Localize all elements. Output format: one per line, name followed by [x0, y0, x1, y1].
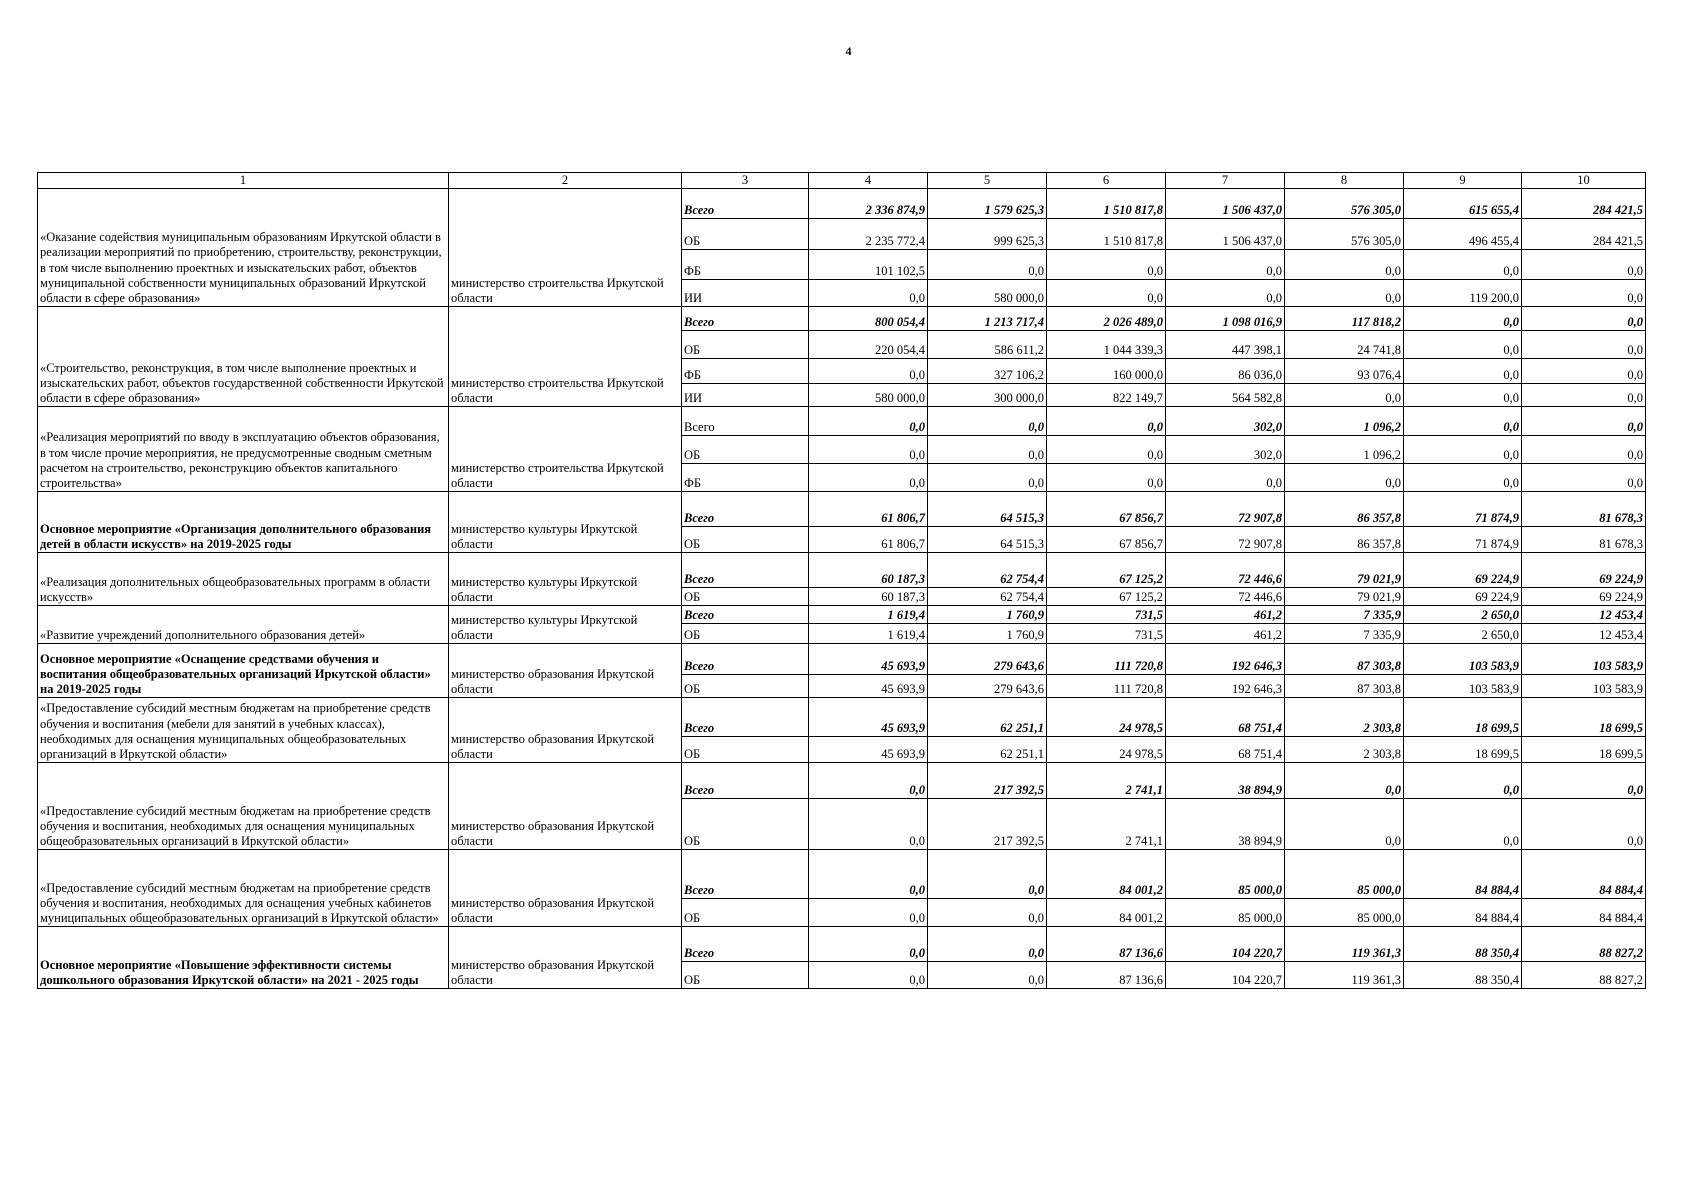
amount-cell: 81 678,3: [1522, 527, 1646, 553]
amount-cell: 64 515,3: [928, 527, 1047, 553]
activity-name-cell: «Реализация мероприятий по вводу в эксплуатацию объектов образования, в том числе прочие мероприятия, не предусмотренные сводным сметным расчетом на строительство, реконструкцию объектов капитального строительства»: [38, 407, 449, 492]
amount-cell: 447 398,1: [1166, 331, 1285, 359]
amount-cell: 0,0: [1522, 307, 1646, 331]
header-cell: 6: [1047, 173, 1166, 189]
amount-cell: 72 446,6: [1166, 553, 1285, 588]
amount-cell: 0,0: [809, 436, 928, 464]
responsible-org-cell: министерство строительства Иркутской области: [449, 189, 682, 307]
amount-cell: 0,0: [1404, 407, 1522, 436]
funding-source-cell: ИИ: [682, 280, 809, 307]
page-number: 4: [845, 44, 852, 58]
amount-cell: 2 026 489,0: [1047, 307, 1166, 331]
amount-cell: 461,2: [1166, 624, 1285, 644]
amount-cell: 88 827,2: [1522, 962, 1646, 989]
amount-cell: 580 000,0: [809, 384, 928, 407]
amount-cell: 0,0: [1404, 331, 1522, 359]
amount-cell: 0,0: [1285, 250, 1404, 280]
amount-cell: 327 106,2: [928, 359, 1047, 384]
amount-cell: 0,0: [928, 407, 1047, 436]
amount-cell: 103 583,9: [1404, 675, 1522, 698]
amount-cell: 0,0: [809, 359, 928, 384]
amount-cell: 85 000,0: [1166, 899, 1285, 927]
funding-source-cell: ОБ: [682, 527, 809, 553]
amount-cell: 61 806,7: [809, 527, 928, 553]
amount-cell: 71 874,9: [1404, 492, 1522, 527]
amount-cell: 69 224,9: [1522, 553, 1646, 588]
amount-cell: 0,0: [809, 962, 928, 989]
amount-cell: 64 515,3: [928, 492, 1047, 527]
funding-source-cell: ОБ: [682, 588, 809, 606]
amount-cell: 62 754,4: [928, 588, 1047, 606]
funding-source-cell: Всего: [682, 644, 809, 675]
amount-cell: 284 421,5: [1522, 219, 1646, 250]
table-row: [38, 763, 1646, 799]
table-row: [38, 698, 1646, 737]
amount-cell: 0,0: [1522, 359, 1646, 384]
header-cell: 10: [1522, 173, 1646, 189]
amount-cell: 279 643,6: [928, 675, 1047, 698]
amount-cell: 0,0: [1404, 250, 1522, 280]
amount-cell: 0,0: [1047, 407, 1166, 436]
funding-source-cell: Всего: [682, 927, 809, 962]
amount-cell: 0,0: [1522, 384, 1646, 407]
amount-cell: 0,0: [1522, 250, 1646, 280]
amount-cell: 0,0: [1285, 464, 1404, 492]
amount-cell: 68 751,4: [1166, 737, 1285, 763]
amount-cell: 0,0: [809, 850, 928, 899]
funding-source-cell: ИИ: [682, 384, 809, 407]
amount-cell: 2 235 772,4: [809, 219, 928, 250]
amount-cell: 1 619,4: [809, 624, 928, 644]
amount-cell: 103 583,9: [1404, 644, 1522, 675]
header-cell: 7: [1166, 173, 1285, 189]
amount-cell: 84 884,4: [1522, 850, 1646, 899]
amount-cell: 72 907,8: [1166, 527, 1285, 553]
amount-cell: 0,0: [1285, 799, 1404, 850]
amount-cell: 2 303,8: [1285, 698, 1404, 737]
amount-cell: 1 098 016,9: [1166, 307, 1285, 331]
amount-cell: 0,0: [1522, 799, 1646, 850]
amount-cell: 84 884,4: [1404, 850, 1522, 899]
amount-cell: 18 699,5: [1404, 698, 1522, 737]
amount-cell: 0,0: [1404, 464, 1522, 492]
amount-cell: 72 907,8: [1166, 492, 1285, 527]
amount-cell: 461,2: [1166, 606, 1285, 624]
amount-cell: 0,0: [928, 850, 1047, 899]
amount-cell: 24 741,8: [1285, 331, 1404, 359]
amount-cell: 0,0: [809, 763, 928, 799]
table-row: [38, 189, 1646, 219]
activity-name-cell: «Оказание содействия муниципальным образованиям Иркутской области в реализации мероприятий по приобретению, строительству, реконструкции, в том числе выполнению проектных и изыскательских работ, объектов муниципальной собственности муниципальных образований Иркутской области в сфере образования»: [38, 189, 449, 307]
amount-cell: 87 136,6: [1047, 927, 1166, 962]
amount-cell: 300 000,0: [928, 384, 1047, 407]
funding-source-cell: Всего: [682, 763, 809, 799]
amount-cell: 67 125,2: [1047, 588, 1166, 606]
table-row: [38, 553, 1646, 588]
funding-source-cell: Всего: [682, 606, 809, 624]
amount-cell: 0,0: [1522, 464, 1646, 492]
amount-cell: 731,5: [1047, 606, 1166, 624]
amount-cell: 2 303,8: [1285, 737, 1404, 763]
amount-cell: 220 054,4: [809, 331, 928, 359]
amount-cell: 0,0: [1404, 799, 1522, 850]
amount-cell: 0,0: [809, 280, 928, 307]
amount-cell: 0,0: [1166, 280, 1285, 307]
funding-source-cell: ОБ: [682, 624, 809, 644]
amount-cell: 119 361,3: [1285, 927, 1404, 962]
amount-cell: 111 720,8: [1047, 675, 1166, 698]
amount-cell: 0,0: [928, 962, 1047, 989]
funding-source-cell: ОБ: [682, 962, 809, 989]
amount-cell: 0,0: [928, 464, 1047, 492]
table-row: [38, 606, 1646, 624]
amount-cell: 586 611,2: [928, 331, 1047, 359]
amount-cell: 1 510 817,8: [1047, 189, 1166, 219]
amount-cell: 18 699,5: [1522, 698, 1646, 737]
amount-cell: 1 096,2: [1285, 436, 1404, 464]
activity-name-cell: «Предоставление субсидий местным бюджетам на приобретение средств обучения и воспитания, необходимых для оснащения муниципальных общеобразовательных организаций в Иркутской области»: [38, 763, 449, 850]
amount-cell: 302,0: [1166, 407, 1285, 436]
funding-source-cell: Всего: [682, 307, 809, 331]
amount-cell: 18 699,5: [1404, 737, 1522, 763]
funding-source-cell: Всего: [682, 850, 809, 899]
amount-cell: 0,0: [1404, 436, 1522, 464]
amount-cell: 1 760,9: [928, 606, 1047, 624]
table-row: [38, 492, 1646, 527]
amount-cell: 576 305,0: [1285, 219, 1404, 250]
activity-name-cell: «Строительство, реконструкция, в том числе выполнение проектных и изыскательских работ, объектов государственной собственности Иркутской области в сфере образования»: [38, 307, 449, 407]
amount-cell: 45 693,9: [809, 675, 928, 698]
amount-cell: 69 224,9: [1404, 588, 1522, 606]
activity-name-cell: «Предоставление субсидий местным бюджетам на приобретение средств обучения и воспитания, необходимых для оснащения учебных кабинетов муниципальных общеобразовательных организаций в Иркутской области»: [38, 850, 449, 927]
amount-cell: 67 856,7: [1047, 527, 1166, 553]
amount-cell: 88 827,2: [1522, 927, 1646, 962]
amount-cell: 0,0: [809, 407, 928, 436]
amount-cell: 217 392,5: [928, 799, 1047, 850]
amount-cell: 999 625,3: [928, 219, 1047, 250]
header-cell: 3: [682, 173, 809, 189]
funding-source-cell: ФБ: [682, 464, 809, 492]
amount-cell: 119 361,3: [1285, 962, 1404, 989]
amount-cell: 0,0: [1047, 436, 1166, 464]
amount-cell: 87 303,8: [1285, 675, 1404, 698]
funding-source-cell: ОБ: [682, 219, 809, 250]
amount-cell: 68 751,4: [1166, 698, 1285, 737]
funding-source-cell: ОБ: [682, 675, 809, 698]
amount-cell: 67 125,2: [1047, 553, 1166, 588]
amount-cell: 0,0: [1404, 307, 1522, 331]
funding-source-cell: ОБ: [682, 799, 809, 850]
amount-cell: 62 754,4: [928, 553, 1047, 588]
amount-cell: 84 884,4: [1522, 899, 1646, 927]
amount-cell: 1 506 437,0: [1166, 189, 1285, 219]
amount-cell: 85 000,0: [1285, 850, 1404, 899]
amount-cell: 192 646,3: [1166, 644, 1285, 675]
amount-cell: 72 446,6: [1166, 588, 1285, 606]
amount-cell: 160 000,0: [1047, 359, 1166, 384]
table-row: [38, 850, 1646, 899]
amount-cell: 81 678,3: [1522, 492, 1646, 527]
amount-cell: 576 305,0: [1285, 189, 1404, 219]
amount-cell: 0,0: [809, 799, 928, 850]
amount-cell: 217 392,5: [928, 763, 1047, 799]
amount-cell: 0,0: [1522, 436, 1646, 464]
amount-cell: 104 220,7: [1166, 962, 1285, 989]
responsible-org-cell: министерство строительства Иркутской области: [449, 307, 682, 407]
amount-cell: 0,0: [1047, 250, 1166, 280]
responsible-org-cell: министерство образования Иркутской области: [449, 927, 682, 989]
amount-cell: 284 421,5: [1522, 189, 1646, 219]
responsible-org-cell: министерство строительства Иркутской области: [449, 407, 682, 492]
funding-source-cell: ОБ: [682, 331, 809, 359]
amount-cell: 18 699,5: [1522, 737, 1646, 763]
amount-cell: 24 978,5: [1047, 737, 1166, 763]
amount-cell: 45 693,9: [809, 737, 928, 763]
amount-cell: 800 054,4: [809, 307, 928, 331]
amount-cell: 45 693,9: [809, 644, 928, 675]
amount-cell: 84 001,2: [1047, 850, 1166, 899]
responsible-org-cell: министерство культуры Иркутской области: [449, 553, 682, 606]
amount-cell: 0,0: [1047, 280, 1166, 307]
amount-cell: 71 874,9: [1404, 527, 1522, 553]
table-row: [38, 644, 1646, 675]
amount-cell: 1 213 717,4: [928, 307, 1047, 331]
amount-cell: 0,0: [1522, 763, 1646, 799]
table-row: [38, 407, 1646, 436]
amount-cell: 2 741,1: [1047, 799, 1166, 850]
funding-source-cell: Всего: [682, 698, 809, 737]
amount-cell: 0,0: [1404, 359, 1522, 384]
amount-cell: 0,0: [1285, 763, 1404, 799]
amount-cell: 0,0: [1404, 763, 1522, 799]
activity-name-cell: Основное мероприятие «Организация дополнительного образования детей в области искусств» на 2019-2025 годы: [38, 492, 449, 553]
amount-cell: 62 251,1: [928, 737, 1047, 763]
amount-cell: 61 806,7: [809, 492, 928, 527]
activity-name-cell: Основное мероприятие «Оснащение средствами обучения и воспитания общеобразовательных организаций Иркутской области» на 2019-2025 годы: [38, 644, 449, 698]
amount-cell: 0,0: [928, 436, 1047, 464]
amount-cell: 302,0: [1166, 436, 1285, 464]
amount-cell: 0,0: [1047, 464, 1166, 492]
amount-cell: 0,0: [1522, 280, 1646, 307]
activity-name-cell: «Предоставление субсидий местным бюджетам на приобретение средств обучения и воспитания (мебели для занятий в учебных классах), необходимых для оснащения муниципальных общеобразовательных организаций в Иркутской области»: [38, 698, 449, 763]
amount-cell: 119 200,0: [1404, 280, 1522, 307]
amount-cell: 85 000,0: [1166, 850, 1285, 899]
budget-table: [37, 172, 1646, 989]
amount-cell: 12 453,4: [1522, 624, 1646, 644]
amount-cell: 24 978,5: [1047, 698, 1166, 737]
funding-source-cell: Всего: [682, 189, 809, 219]
amount-cell: 79 021,9: [1285, 553, 1404, 588]
amount-cell: 45 693,9: [809, 698, 928, 737]
amount-cell: 12 453,4: [1522, 606, 1646, 624]
amount-cell: 0,0: [1522, 407, 1646, 436]
amount-cell: 2 741,1: [1047, 763, 1166, 799]
header-cell: 2: [449, 173, 682, 189]
amount-cell: 69 224,9: [1404, 553, 1522, 588]
amount-cell: 615 655,4: [1404, 189, 1522, 219]
amount-cell: 822 149,7: [1047, 384, 1166, 407]
amount-cell: 0,0: [809, 464, 928, 492]
amount-cell: 731,5: [1047, 624, 1166, 644]
amount-cell: 87 136,6: [1047, 962, 1166, 989]
amount-cell: 496 455,4: [1404, 219, 1522, 250]
amount-cell: 84 884,4: [1404, 899, 1522, 927]
amount-cell: 1 579 625,3: [928, 189, 1047, 219]
amount-cell: 279 643,6: [928, 644, 1047, 675]
amount-cell: 84 001,2: [1047, 899, 1166, 927]
amount-cell: 564 582,8: [1166, 384, 1285, 407]
amount-cell: 1 506 437,0: [1166, 219, 1285, 250]
table-row: [38, 927, 1646, 962]
amount-cell: 60 187,3: [809, 588, 928, 606]
amount-cell: 93 076,4: [1285, 359, 1404, 384]
funding-source-cell: ОБ: [682, 737, 809, 763]
amount-cell: 85 000,0: [1285, 899, 1404, 927]
responsible-org-cell: министерство культуры Иркутской области: [449, 606, 682, 644]
amount-cell: 104 220,7: [1166, 927, 1285, 962]
amount-cell: 111 720,8: [1047, 644, 1166, 675]
amount-cell: 0,0: [809, 899, 928, 927]
funding-source-cell: ОБ: [682, 899, 809, 927]
funding-source-cell: ОБ: [682, 436, 809, 464]
amount-cell: 0,0: [1166, 464, 1285, 492]
amount-cell: 7 335,9: [1285, 606, 1404, 624]
amount-cell: 38 894,9: [1166, 799, 1285, 850]
funding-source-cell: Всего: [682, 492, 809, 527]
amount-cell: 86 357,8: [1285, 527, 1404, 553]
amount-cell: 7 335,9: [1285, 624, 1404, 644]
table-body: [38, 189, 1646, 989]
amount-cell: 88 350,4: [1404, 927, 1522, 962]
amount-cell: 86 036,0: [1166, 359, 1285, 384]
amount-cell: 60 187,3: [809, 553, 928, 588]
activity-name-cell: Основное мероприятие «Повышение эффективности системы дошкольного образования Иркутской области» на 2021 - 2025 годы: [38, 927, 449, 989]
activity-name-cell: «Развитие учреждений дополнительного образования детей»: [38, 606, 449, 644]
header-row: [38, 173, 1646, 189]
amount-cell: 88 350,4: [1404, 962, 1522, 989]
amount-cell: 2 650,0: [1404, 624, 1522, 644]
amount-cell: 103 583,9: [1522, 644, 1646, 675]
amount-cell: 0,0: [1522, 331, 1646, 359]
amount-cell: 38 894,9: [1166, 763, 1285, 799]
amount-cell: 1 044 339,3: [1047, 331, 1166, 359]
amount-cell: 0,0: [1166, 250, 1285, 280]
amount-cell: 87 303,8: [1285, 644, 1404, 675]
amount-cell: 0,0: [1404, 384, 1522, 407]
amount-cell: 62 251,1: [928, 698, 1047, 737]
header-cell: 9: [1404, 173, 1522, 189]
amount-cell: 0,0: [928, 250, 1047, 280]
table-row: [38, 307, 1646, 331]
amount-cell: 69 224,9: [1522, 588, 1646, 606]
amount-cell: 1 619,4: [809, 606, 928, 624]
amount-cell: 103 583,9: [1522, 675, 1646, 698]
responsible-org-cell: министерство образования Иркутской области: [449, 850, 682, 927]
responsible-org-cell: министерство образования Иркутской области: [449, 698, 682, 763]
amount-cell: 0,0: [1285, 280, 1404, 307]
responsible-org-cell: министерство образования Иркутской области: [449, 763, 682, 850]
amount-cell: 86 357,8: [1285, 492, 1404, 527]
amount-cell: 0,0: [928, 899, 1047, 927]
amount-cell: 79 021,9: [1285, 588, 1404, 606]
funding-source-cell: Всего: [682, 553, 809, 588]
funding-source-cell: ФБ: [682, 250, 809, 280]
amount-cell: 67 856,7: [1047, 492, 1166, 527]
header-cell: 1: [38, 173, 449, 189]
amount-cell: 192 646,3: [1166, 675, 1285, 698]
funding-source-cell: Всего: [682, 407, 809, 436]
header-cell: 4: [809, 173, 928, 189]
responsible-org-cell: министерство образования Иркутской области: [449, 644, 682, 698]
amount-cell: 0,0: [928, 927, 1047, 962]
amount-cell: 2 336 874,9: [809, 189, 928, 219]
responsible-org-cell: министерство культуры Иркутской области: [449, 492, 682, 553]
amount-cell: 0,0: [809, 927, 928, 962]
amount-cell: 2 650,0: [1404, 606, 1522, 624]
amount-cell: 1 510 817,8: [1047, 219, 1166, 250]
funding-source-cell: ФБ: [682, 359, 809, 384]
amount-cell: 0,0: [1285, 384, 1404, 407]
amount-cell: 117 818,2: [1285, 307, 1404, 331]
activity-name-cell: «Реализация дополнительных общеобразовательных программ в области искусств»: [38, 553, 449, 606]
amount-cell: 1 760,9: [928, 624, 1047, 644]
amount-cell: 580 000,0: [928, 280, 1047, 307]
header-cell: 8: [1285, 173, 1404, 189]
amount-cell: 1 096,2: [1285, 407, 1404, 436]
amount-cell: 101 102,5: [809, 250, 928, 280]
header-cell: 5: [928, 173, 1047, 189]
